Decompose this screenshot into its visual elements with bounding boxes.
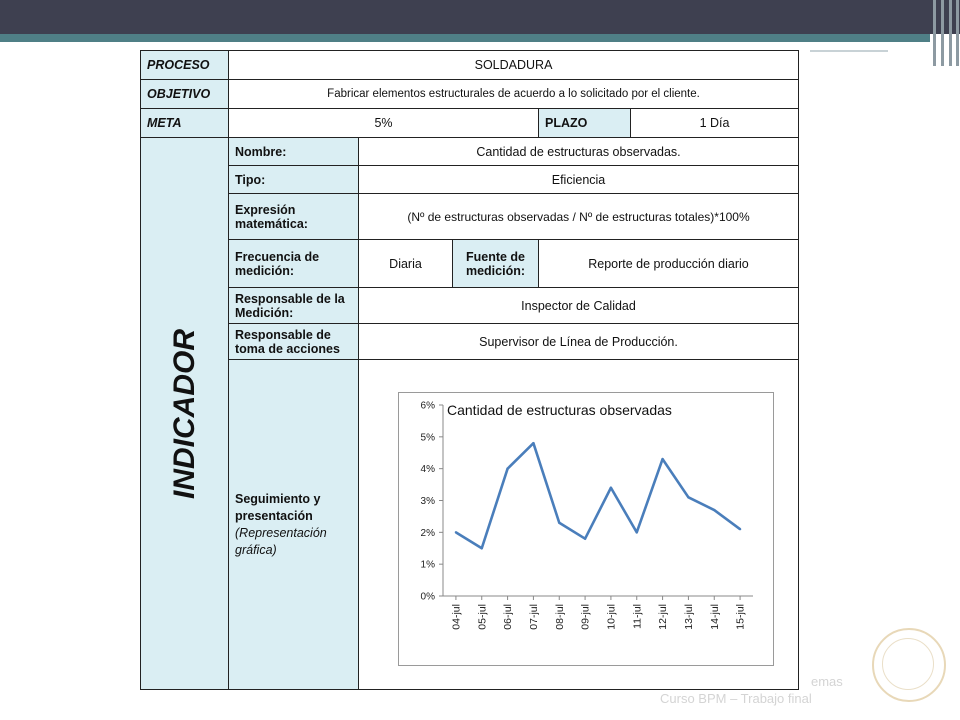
x-tick-label: 11-jul (631, 604, 644, 629)
x-tick-label: 14-jul (708, 604, 721, 630)
chart-container (398, 392, 774, 666)
y-tick-label: 5% (420, 432, 435, 444)
data-point (713, 509, 715, 511)
fuente-label: Fuente de medición: (453, 240, 539, 288)
y-tick-label: 1% (420, 559, 435, 571)
tipo-value: Eficiencia (359, 166, 799, 194)
x-tick-label: 07-jul (527, 604, 540, 630)
x-tick-label: 10-jul (605, 604, 618, 630)
footer-course-line: Curso BPM – Trabajo final (660, 691, 812, 706)
slide-accent-bar (0, 34, 930, 42)
x-tick-label: 05-jul (476, 604, 489, 630)
chart-title: Cantidad de estructuras observadas (447, 402, 672, 418)
resp-medicion-label: Responsable de la Medición: (229, 288, 359, 324)
seguimiento-label-cell (229, 360, 359, 690)
x-tick-label: 13-jul (682, 604, 695, 630)
x-tick-label: 06-jul (502, 604, 515, 630)
proceso-value: SOLDADURA (229, 51, 799, 80)
resp-acciones-label: Responsable de toma de acciones (229, 324, 359, 360)
footer-partial-text: emas (811, 674, 843, 689)
expresion-value: (Nº de estructuras observadas / Nº de estructuras totales)*100% (359, 194, 799, 240)
y-tick-label: 3% (420, 496, 435, 507)
data-point (739, 528, 741, 530)
x-tick-label: 09-jul (579, 604, 592, 630)
meta-value: 5% (229, 109, 539, 138)
nombre-label: Nombre: (229, 138, 359, 166)
plazo-label: PLAZO (539, 109, 631, 138)
data-point (558, 522, 560, 524)
slide-thin-line (810, 50, 888, 52)
resp-medicion-value: Inspector de Calidad (359, 288, 799, 324)
x-tick-label: 04-jul (450, 604, 463, 630)
objetivo-label: OBJETIVO (141, 80, 229, 109)
data-point (455, 531, 457, 533)
series-line (456, 443, 740, 548)
objetivo-value: Fabricar elementos estructurales de acuerdo a lo solicitado por el cliente. (229, 80, 799, 109)
data-point (584, 538, 586, 540)
data-point (661, 458, 663, 460)
frecuencia-label: Frecuencia de medición: (229, 240, 359, 288)
data-point (636, 531, 638, 533)
fuente-value: Reporte de producción diario (539, 240, 799, 288)
x-tick-label: 08-jul (553, 604, 566, 630)
frecuencia-value: Diaria (359, 240, 453, 288)
y-tick-label: 2% (420, 527, 435, 539)
line-chart (399, 393, 773, 665)
indicador-cell (141, 138, 229, 690)
proceso-label: PROCESO (141, 51, 229, 80)
slide-corner-lines (930, 0, 960, 66)
data-point (532, 442, 534, 444)
meta-label: META (141, 109, 229, 138)
tipo-label: Tipo: (229, 166, 359, 194)
data-point (610, 487, 612, 489)
data-point (481, 547, 483, 549)
nombre-value: Cantidad de estructuras observadas. (359, 138, 799, 166)
indicator-sheet (140, 44, 810, 694)
expresion-label: Expresión matemática: (229, 194, 359, 240)
x-tick-label: 15-jul (734, 604, 747, 630)
plazo-value: 1 Día (631, 109, 799, 138)
data-point (506, 467, 508, 469)
seguimiento-sub: (Representación gráfica) (235, 525, 327, 557)
data-point (687, 496, 689, 498)
university-seal-icon (872, 628, 946, 702)
y-tick-label: 6% (420, 400, 435, 412)
seguimiento-label: Seguimiento y presentación (235, 491, 321, 523)
slide-top-bar (0, 0, 960, 34)
y-tick-label: 4% (420, 464, 435, 476)
indicador-vertical-label: INDICADOR (167, 328, 201, 499)
y-tick-label: 0% (420, 591, 435, 603)
x-tick-label: 12-jul (657, 604, 670, 630)
resp-acciones-value: Supervisor de Línea de Producción. (359, 324, 799, 360)
